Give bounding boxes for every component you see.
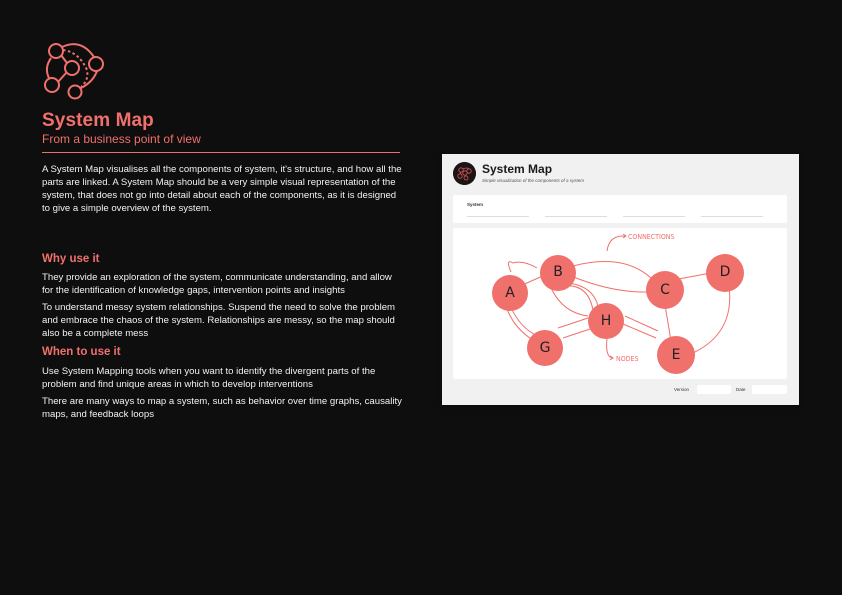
- page-title: System Map: [42, 110, 154, 131]
- connection-a-b: [508, 262, 537, 272]
- when-paragraph: There are many ways to map a system, such as behavior over time graphs, causality maps, and feedback loops: [42, 396, 402, 420]
- connection-g-h-2: [563, 328, 593, 338]
- date-field[interactable]: [752, 385, 787, 394]
- system-map-diagram: [453, 228, 787, 379]
- connection-h-e: [625, 316, 658, 331]
- node-g-label: G: [539, 340, 551, 356]
- divider: [42, 152, 400, 153]
- connection-h-e-2: [623, 324, 656, 338]
- when-paragraph: Use System Mapping tools when you want to identify the divergent parts of the problem and find unique areas in which to develop interventions: [42, 366, 376, 390]
- system-input-line[interactable]: [467, 216, 529, 217]
- when-heading: When to use it: [42, 346, 121, 358]
- connection-d-e: [693, 286, 730, 353]
- intro-text: A System Map visualises all the components of system, it's structure, and how all the parts are linked. A System Map should be a very simple visual representation of the system, that does not go into detail about each of the components, as it is designed to give a simple overview of the system.: [42, 164, 402, 214]
- why-paragraph: To understand messy system relationships. Suspend the need to solve the problem and embrace the chaos of the system. Relationships are messy, so the map should also be a complete mess: [42, 302, 396, 339]
- connection-g-h: [558, 318, 588, 328]
- node-h-label: H: [600, 313, 612, 329]
- template-subtitle: Simple visualization of the components of a system: [482, 178, 585, 183]
- connection-b-c: [573, 262, 651, 278]
- map-canvas: [453, 228, 787, 379]
- system-input-line[interactable]: [623, 216, 685, 217]
- system-label: System: [467, 202, 484, 207]
- connection-b-h-3: [551, 288, 588, 316]
- nodes-arrow: [607, 338, 613, 360]
- connections-annotation: CONNECTIONS: [628, 233, 675, 241]
- node-d-label: D: [719, 264, 731, 280]
- node-c-label: C: [660, 282, 670, 298]
- template-preview: [442, 154, 799, 405]
- why-paragraph: They provide an exploration of the system, communicate understanding, and allow for the identification of knowledge gaps, intervention points and insights: [42, 272, 392, 296]
- connection-b-h-2: [563, 286, 593, 310]
- system-input-line[interactable]: [701, 216, 763, 217]
- system-map-icon: [41, 40, 107, 100]
- template-title: System Map: [482, 162, 553, 176]
- connections-arrow: [607, 234, 626, 251]
- system-field-box: [453, 195, 787, 223]
- page-subtitle: From a business point of view: [42, 132, 201, 146]
- node-b-label: B: [553, 264, 563, 280]
- node-a-label: A: [505, 285, 515, 301]
- version-label: Version: [674, 387, 690, 392]
- date-label: Date: [736, 387, 746, 392]
- system-input-line[interactable]: [545, 216, 607, 217]
- node-e-label: E: [671, 347, 681, 363]
- nodes-annotation: NODES: [616, 355, 639, 363]
- version-field[interactable]: [697, 385, 731, 394]
- why-heading: Why use it: [42, 253, 100, 265]
- connection-c-e: [665, 305, 671, 341]
- template-logo-icon: [453, 162, 476, 185]
